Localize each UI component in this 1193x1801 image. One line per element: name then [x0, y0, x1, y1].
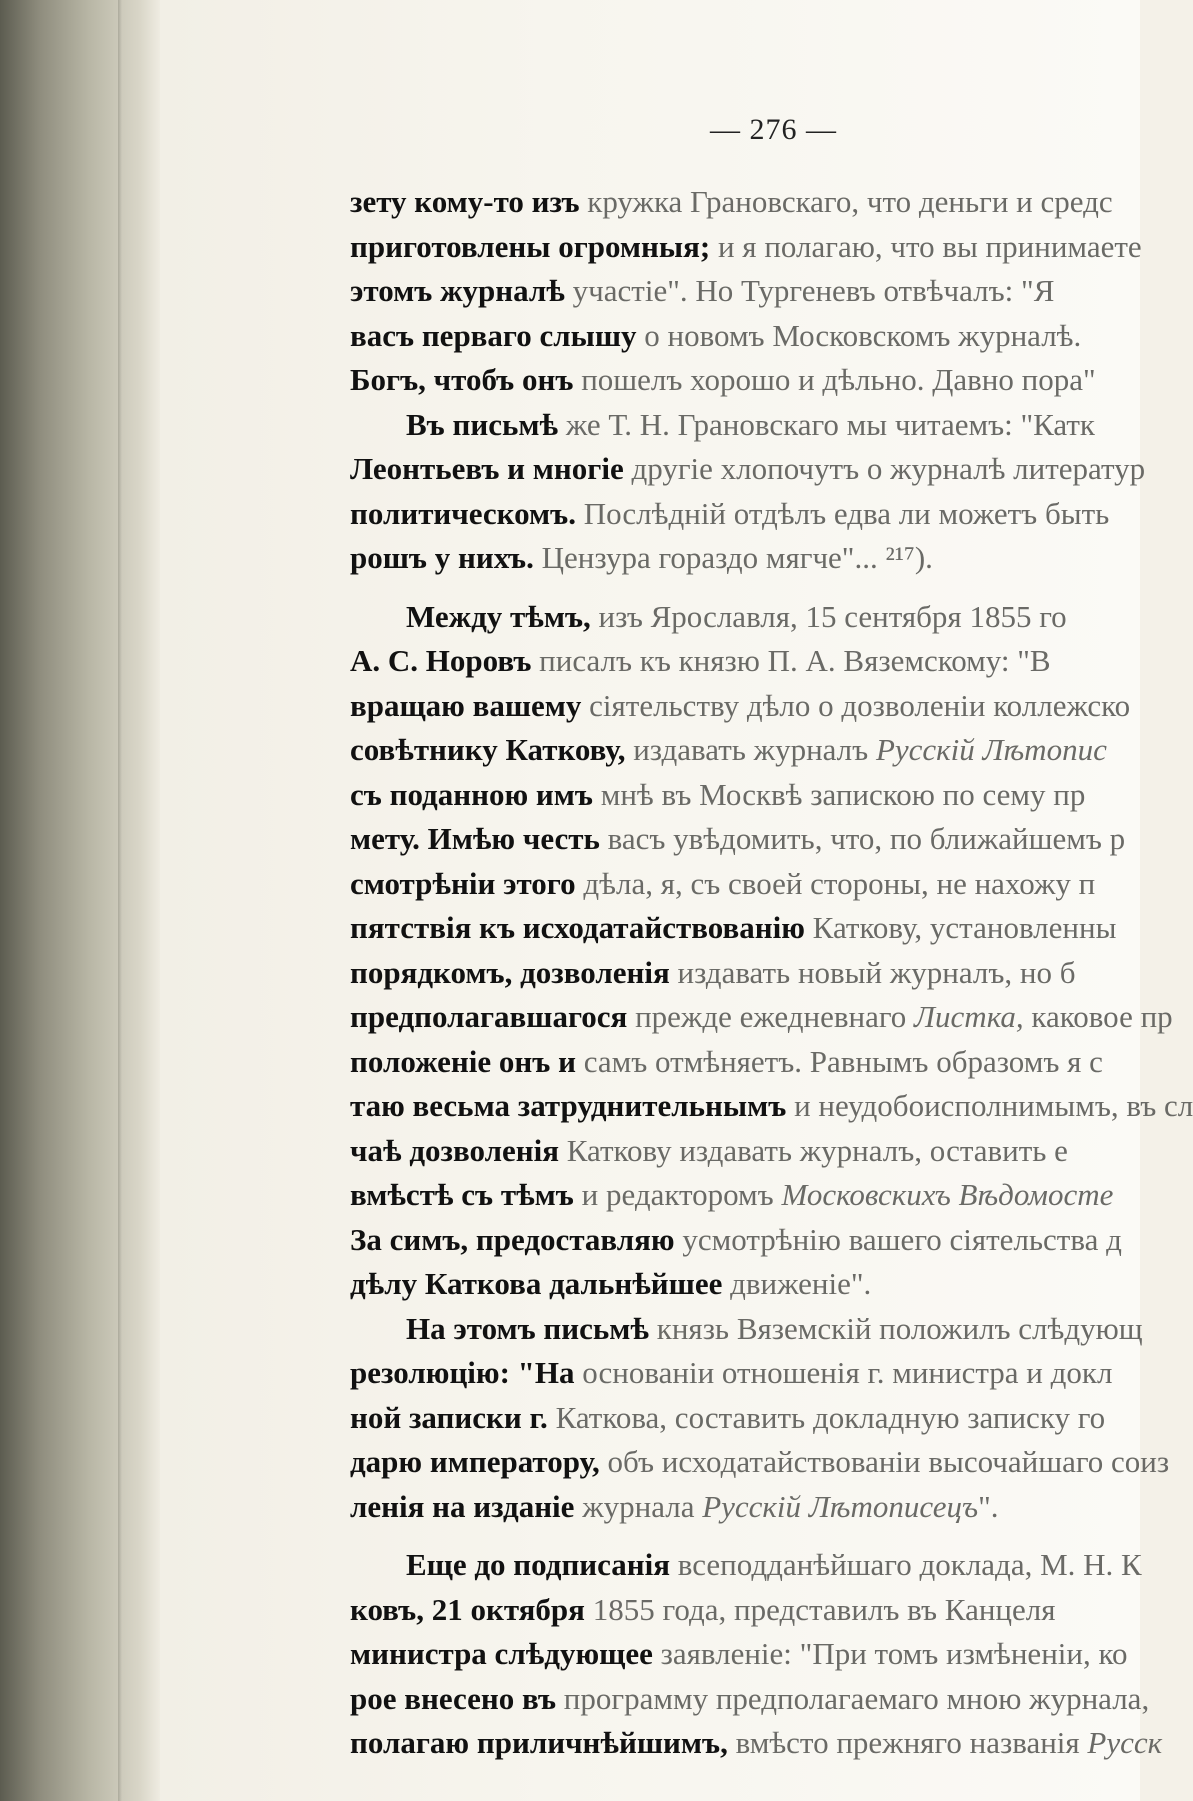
- text-run: рое внесено въ: [350, 1680, 564, 1716]
- text-line: [350, 1632, 1140, 1677]
- text-run: Цензура гораздо мягче"... ²¹⁷).: [541, 540, 933, 575]
- text-run: рошъ у нихъ.: [350, 540, 542, 575]
- text-line: [350, 536, 1140, 581]
- text-line: [350, 447, 1146, 492]
- text-line: [350, 1351, 1140, 1396]
- text-line: [350, 684, 1140, 729]
- text-run: мнѣ въ Москвѣ запискою по сему пр: [600, 776, 1086, 812]
- text-run: самъ отмѣняетъ. Равнымъ образомъ я с: [583, 1043, 1103, 1079]
- text-run: издавать журналъ: [633, 732, 876, 767]
- text-run: смотрѣніи этого: [350, 865, 584, 901]
- page-number: — 276 —: [710, 113, 837, 146]
- text-run: журнала: [582, 1488, 703, 1524]
- text-run: резолюцію: "На: [350, 1355, 583, 1390]
- text-run: о новомъ Московскомъ журналѣ.: [644, 317, 1082, 353]
- text-run: и я полагаю, что вы принимаете: [717, 228, 1142, 264]
- text-line: [350, 1040, 1140, 1085]
- text-line: [350, 817, 1140, 862]
- text-line: [350, 595, 1140, 640]
- text-line: [350, 492, 1140, 537]
- text-run: основаніи отношенія г. министра и докл: [582, 1355, 1113, 1390]
- text-run: заявленіе: "При томъ измѣненіи, ко: [660, 1636, 1128, 1671]
- text-line: [350, 862, 1140, 907]
- text-run: вращаю вашему: [350, 687, 590, 723]
- text-run: Русскій Лѣтопис: [875, 732, 1107, 767]
- text-run: таю весьма затруднительнымъ: [350, 1088, 795, 1123]
- text-line: [350, 639, 1140, 684]
- text-run: порядкомъ, дозволенія: [350, 954, 678, 990]
- text-run: За симъ, предоставляю: [350, 1221, 683, 1257]
- text-run: 1855 года, представилъ въ Канцеля: [592, 1591, 1056, 1627]
- text-line: [350, 1129, 1140, 1174]
- text-run: князь Вяземскій положилъ слѣдующ: [656, 1310, 1143, 1346]
- text-run: дарю императору,: [350, 1444, 608, 1479]
- text-run: зету кому-то изъ: [350, 184, 588, 219]
- text-run: чаѣ дозволенія: [350, 1132, 567, 1168]
- text-line: [350, 1677, 1150, 1722]
- text-line: [350, 906, 1140, 951]
- text-run: А. С. Норовъ: [350, 643, 540, 678]
- text-run: ковъ, 21 октября: [350, 1591, 593, 1627]
- text-line: [350, 1588, 1140, 1633]
- text-run: сіятельству дѣло о дозволеніи коллежско: [589, 687, 1131, 723]
- text-run: и неудобоисполнимымъ, въ сл: [794, 1088, 1193, 1123]
- text-run: усмотрѣнію вашего сіятельства д: [682, 1221, 1122, 1257]
- text-line: [350, 403, 1140, 448]
- text-run: совѣтнику Каткову,: [350, 732, 634, 767]
- text-line: [350, 1543, 1140, 1588]
- text-run: программу предполагаемаго мною журнала,: [563, 1680, 1150, 1716]
- text-run: съ поданною имъ: [350, 776, 601, 812]
- text-run: этомъ журналѣ: [350, 273, 573, 308]
- text-run: Между тѣмъ,: [406, 598, 599, 634]
- text-line: [350, 180, 1140, 225]
- text-run: полагаю приличнѣйшимъ,: [350, 1725, 736, 1760]
- text-run: Каткову издавать журналъ, оставить е: [566, 1132, 1068, 1168]
- text-run: Каткову, установленны: [812, 910, 1117, 945]
- text-run: дѣла, я, съ своей стороны, не нахожу п: [583, 865, 1096, 901]
- text-run: политическомъ.: [350, 495, 584, 531]
- text-line: [350, 1721, 1163, 1766]
- gutter-shadow: [118, 0, 122, 1801]
- text-run: ".: [978, 1488, 999, 1524]
- text-line: [350, 1084, 1193, 1129]
- text-run: дѣлу Каткова дальнѣйшее: [350, 1266, 731, 1301]
- text-run: всеподданѣйшаго доклада, М. Н. К: [677, 1547, 1142, 1582]
- text-run: Еще до подписанія: [406, 1547, 678, 1582]
- text-line: [350, 358, 1140, 403]
- text-run: издавать новый журналъ, но б: [677, 954, 1076, 990]
- text-run: участіе". Но Тургеневъ отвѣчалъ: "Я: [572, 273, 1055, 308]
- text-run: положеніе онъ и: [350, 1043, 584, 1079]
- body-text: [350, 180, 1193, 1766]
- text-run: мету. Имѣю честь: [350, 821, 608, 856]
- text-line: [350, 314, 1140, 359]
- text-run: вмѣсто прежняго названія: [735, 1725, 1088, 1760]
- text-run: пошелъ хорошо и дѣльно. Давно пора": [581, 362, 1096, 397]
- text-run: ленія на изданіе: [350, 1488, 583, 1524]
- text-run: васъ увѣдомить, что, по ближайшемъ р: [607, 821, 1126, 856]
- text-run: прежде ежедневнаго: [635, 999, 915, 1034]
- text-line: [350, 1218, 1140, 1263]
- text-run: другіе хлопочутъ о журналѣ литератур: [631, 451, 1146, 486]
- text-run: объ исходатайствованіи высочайшаго соиз: [607, 1444, 1170, 1479]
- text-run: Листка,: [914, 999, 1024, 1034]
- book-gutter: [0, 0, 160, 1801]
- text-line: [350, 773, 1140, 818]
- text-run: Московскихъ Вѣдомосте: [781, 1177, 1114, 1212]
- text-run: изъ Ярославля, 15 сентября 1855 го: [598, 598, 1067, 634]
- text-run: писалъ къ князю П. А. Вяземскому: "В: [539, 643, 1051, 678]
- text-line: [350, 1440, 1170, 1485]
- text-run: движеніе".: [730, 1266, 872, 1301]
- text-run: ной записки г.: [350, 1399, 556, 1435]
- text-line: [350, 995, 1173, 1040]
- text-run: Послѣдній отдѣлъ едва ли можетъ быть: [583, 495, 1110, 531]
- text-run: предполагавшагося: [350, 999, 636, 1034]
- text-run: приготовлены огромныя;: [350, 228, 718, 264]
- text-run: Въ письмѣ: [406, 406, 566, 442]
- text-run: министра слѣдующее: [350, 1636, 661, 1671]
- text-line: [350, 269, 1140, 314]
- text-run: Каткова, составить докладную записку го: [555, 1399, 1106, 1435]
- text-run: Леонтьевъ и многіе: [350, 451, 632, 486]
- text-line: [350, 728, 1140, 773]
- text-run: На этомъ письмѣ: [406, 1310, 657, 1346]
- text-line: [350, 1396, 1140, 1441]
- text-line: [350, 225, 1140, 270]
- text-run: пятствія къ исходатайствованію: [350, 910, 813, 945]
- text-run: и редакторомъ: [581, 1177, 782, 1212]
- text-run: Богъ, чтобъ онъ: [350, 362, 582, 397]
- text-line: [350, 1173, 1140, 1218]
- text-run: же Т. Н. Грановскаго мы читаемъ: "Катк: [565, 406, 1095, 442]
- text-run: Русск: [1087, 1725, 1163, 1760]
- text-run: кружка Грановскаго, что деньги и средс: [587, 184, 1113, 219]
- text-run: каковое пр: [1023, 999, 1173, 1034]
- text-line: [350, 1307, 1143, 1352]
- text-run: Русскій Лѣтописецъ: [702, 1488, 979, 1524]
- text-line: [350, 1485, 1140, 1530]
- text-run: васъ перваго слышу: [350, 317, 645, 353]
- text-line: [350, 1262, 1140, 1307]
- text-run: вмѣстѣ съ тѣмъ: [350, 1177, 582, 1212]
- text-line: [350, 951, 1140, 996]
